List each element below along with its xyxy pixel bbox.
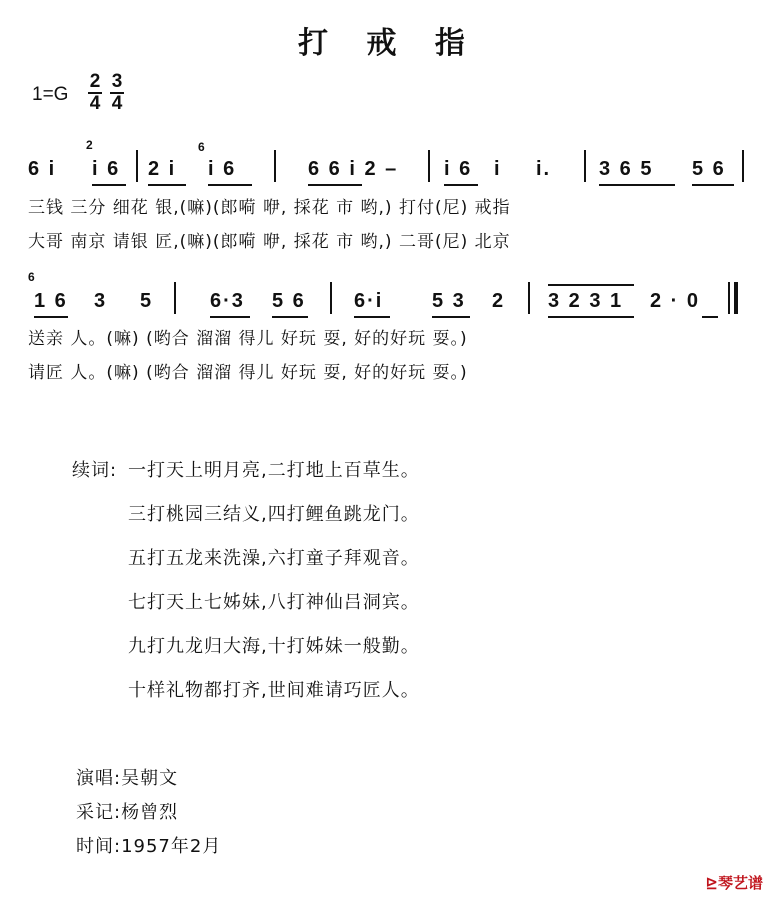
song-title: 打 戒 指 [298,26,479,61]
credit-label: 时间: [76,836,122,857]
verse-line: 七打天上七姊妹,八打神仙吕洞宾。 [128,592,420,613]
note-group: 6 6 i 2 – [308,158,399,180]
verse-line: 三打桃园三结义,四打鲤鱼跳龙门。 [128,504,420,525]
note-group: i [494,158,502,180]
note-group: i 6 [444,158,473,180]
credit-date [76,832,221,858]
note-group: i 6 [208,158,237,180]
credit-label: 采记: [76,802,122,823]
note-group: 1 6 [34,290,68,312]
note-group: 3 [94,290,108,312]
logo-icon: ⊵ [705,874,718,892]
notation-line-1 [24,138,754,184]
time-signature-2-4: $\frac{2}{4}$ [89,71,101,114]
note-group: 3 6 5 [599,158,654,180]
credit-value: 吴朝文 [121,768,179,789]
credit-value: 杨曾烈 [121,802,179,823]
note-group: i. [536,158,552,180]
lyrics-line-1-verse-2: 大哥 南京 请银 匠,(嘛)(郎嗬 咿, 採花 市 哟,) 二哥(尼) 北京 [28,232,511,252]
verse-line: 十样礼物都打齐,世间难请巧匠人。 [128,680,420,701]
time-signature-3-4: $\frac{3}{4}$ [111,71,123,114]
key-signature: 1=G [32,84,69,105]
watermark-logo: ⊵琴艺谱 [705,874,763,892]
note-group: 2 · 0 [650,290,701,312]
grace-note: 2 [86,138,95,152]
lyrics-line-2-verse-2: 请匠 人。(嘛) (哟合 溜溜 得儿 好玩 耍, 好的好玩 耍。) [28,363,468,383]
verse-line: 九打九龙归大海,十打姊妹一般勤。 [128,636,420,657]
note-group: 6 i [28,158,57,180]
note-group: 6·3 [210,290,245,312]
lyrics-line-2-verse-1: 送亲 人。(嘛) (哟合 溜溜 得儿 好玩 耍, 好的好玩 耍。) [28,329,468,349]
note-group: 2 i [148,158,177,180]
note-group: 3 2 3 1 [548,290,624,312]
verses-label: 续词: [72,460,118,481]
note-group: 5 6 [272,290,306,312]
credit-value: 1957年2月 [121,836,222,857]
note-group: 5 6 [692,158,726,180]
note-group: 6·i [354,290,384,312]
verse-line: 五打五龙来洗澡,六打童子拜观音。 [128,548,420,569]
lyrics-line-1-verse-1: 三钱 三分 细花 银,(嘛)(郎嗬 咿, 採花 市 哟,) 打付(尼) 戒指 [28,198,511,218]
credit-label: 演唱: [76,768,122,789]
note-group: i 6 [92,158,121,180]
credit-recorder [76,798,178,824]
credit-singer [76,764,178,790]
verse-line: 一打天上明月亮,二打地上百草生。 [128,460,420,481]
note-group: 2 [492,290,506,312]
note-group: 5 [140,290,154,312]
notation-line-2 [24,270,754,316]
grace-note: 6 [198,140,207,154]
note-group: 5 3 [432,290,466,312]
grace-note: 6 [28,270,37,284]
